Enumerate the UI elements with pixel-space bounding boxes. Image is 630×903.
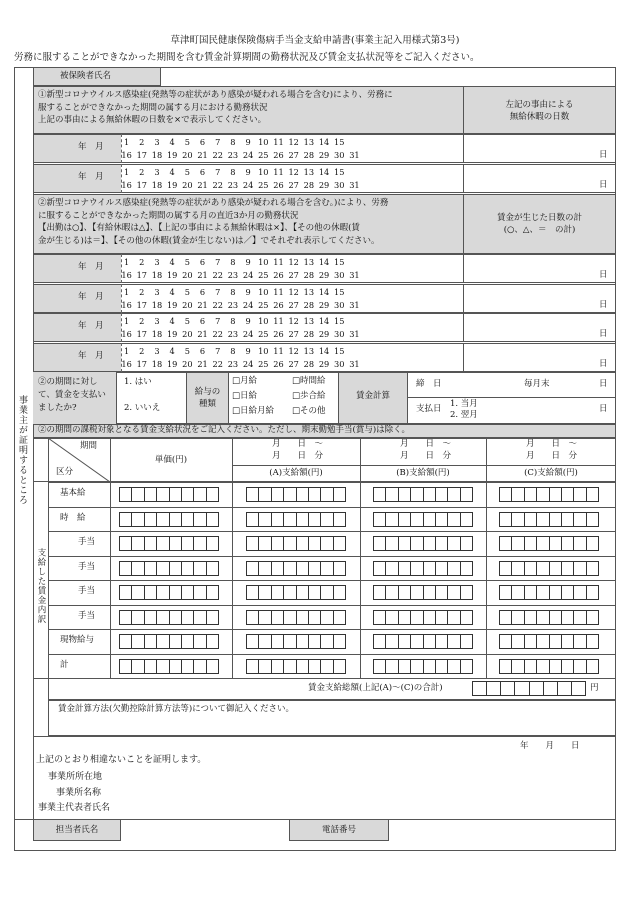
day-number[interactable]: 26 (273, 358, 284, 369)
day-number[interactable]: 10 (258, 286, 269, 297)
day-number[interactable]: 11 (273, 137, 284, 147)
day-number[interactable]: 16 (121, 299, 132, 310)
day-number[interactable]: 21 (197, 358, 208, 369)
day-number[interactable]: 8 (230, 137, 236, 147)
day-number[interactable]: 19 (166, 150, 178, 160)
day-number[interactable]: 8 (230, 316, 236, 326)
day-number[interactable]: 7 (215, 167, 221, 177)
person-in-charge-label: 担当者氏名 (55, 825, 99, 835)
day-number[interactable]: 5 (184, 257, 190, 267)
day-number[interactable]: 14 (318, 137, 330, 147)
day-number[interactable]: 3 (154, 316, 160, 326)
day-number[interactable]: 18 (151, 150, 163, 160)
sec2-row2-year-month-label: 年 月 (78, 291, 104, 302)
day-number[interactable]: 27 (288, 180, 299, 190)
day-number[interactable]: 4 (169, 137, 175, 147)
day-number[interactable]: 1 (123, 137, 130, 147)
yen-unit: 円 (590, 683, 599, 693)
day-number[interactable]: 3 (154, 257, 160, 267)
day-number[interactable]: 4 (169, 257, 175, 267)
pay-type-hourly[interactable]: □時間給 (292, 376, 326, 386)
sec2-row1-days[interactable] (119, 256, 362, 282)
day-number[interactable]: 16 (121, 358, 132, 369)
day-number[interactable]: 4 (169, 345, 175, 356)
amount-c-cells[interactable] (499, 512, 599, 527)
wage-row-label: 手当 (78, 610, 96, 621)
day-number[interactable]: 15 (334, 316, 345, 326)
sec1-text: ①新型コロナウイルス感染症(発熱等の症状があり感染が疑われる場合を含む)により、労務に 服することができなかった期間の属する月における勤務状況 上記の事由による無給休暇の日数を×で表示してください。 (38, 90, 393, 125)
sec2-row2-count-field[interactable] (464, 284, 594, 313)
day-number[interactable]: 15 (334, 286, 345, 297)
office-address-label: 事業所所在地 (48, 772, 103, 782)
day-number[interactable]: 27 (288, 270, 299, 280)
day-number[interactable]: 19 (166, 299, 178, 310)
amount-c-cells[interactable] (499, 610, 599, 625)
pay-type-daily-monthly[interactable]: □日給月給 (232, 406, 275, 416)
day-number[interactable]: 23 (227, 180, 239, 190)
amount-b-cells[interactable] (373, 634, 473, 649)
day-number[interactable]: 22 (212, 358, 223, 369)
insured-name-label: 被保険者氏名 (60, 71, 112, 81)
phone-field[interactable] (389, 819, 616, 841)
day-number[interactable]: 4 (169, 167, 175, 177)
yes-option[interactable]: 1. はい (124, 377, 152, 387)
day-number[interactable]: 13 (303, 286, 315, 297)
day-number[interactable]: 7 (215, 137, 221, 147)
unit-price-cells[interactable] (119, 610, 219, 625)
amount-a-cells[interactable] (246, 610, 346, 625)
day-number[interactable]: 1 (123, 316, 130, 326)
day-number[interactable]: 17 (136, 329, 147, 339)
day-number[interactable]: 23 (227, 299, 239, 310)
sec2-row4-days[interactable] (119, 345, 362, 371)
day-number[interactable]: 5 (184, 286, 190, 297)
day-number[interactable]: 19 (166, 329, 178, 339)
no-option[interactable]: 2. いいえ (124, 403, 161, 413)
day-number[interactable]: 10 (258, 345, 269, 356)
day-number[interactable]: 5 (184, 345, 190, 356)
day-number[interactable]: 9 (245, 316, 251, 326)
sec2-text: ②新型コロナウイルス感染症(発熱等の症状があり感染が疑われる場合を含む。)により、労務 に服することができなかった期間の属する月の直近3か月の勤務状況 【出勤は○】、【有給休暇は△】、【上記の事由による無給休暇は×】、【その他の休暇(賃 金が生じる)は＝】、【その他の休暇(賃金が生じない)は／】でそれぞれ表示してください。 (38, 198, 389, 246)
day-number[interactable]: 21 (197, 329, 208, 339)
day-number[interactable]: 18 (151, 180, 163, 190)
wage-row-label: 現物給与 (60, 635, 95, 645)
day-number[interactable]: 13 (303, 167, 315, 177)
period-a-from[interactable]: 月 日 ～ (272, 439, 324, 449)
day-number[interactable]: 18 (151, 299, 163, 310)
wage-row-label: 基本給 (60, 488, 86, 498)
day-number[interactable]: 27 (288, 329, 299, 339)
sec2-right-header: 賃金が生じた日数の計 (○、△、＝ の計) (496, 213, 582, 235)
day-number[interactable]: 24 (242, 358, 254, 369)
day-number[interactable]: 21 (197, 150, 208, 160)
amount-c-cells[interactable] (499, 659, 599, 674)
day-number[interactable]: 22 (212, 299, 223, 310)
day-number[interactable]: 28 (303, 358, 315, 369)
sec2-row3-count-field[interactable] (464, 313, 594, 342)
day-number[interactable]: 25 (258, 299, 269, 310)
day-number[interactable]: 31 (349, 270, 360, 280)
day-number[interactable]: 9 (245, 345, 251, 356)
pay-type-daily[interactable]: □日給 (232, 391, 258, 401)
amount-c-cells[interactable] (499, 585, 599, 600)
day-number[interactable]: 28 (303, 299, 315, 310)
certify-text: 上記のとおり相違ないことを証明します。 (36, 755, 207, 765)
period-b-to[interactable]: 月 日 分 (400, 451, 452, 461)
day-number[interactable]: 19 (166, 180, 178, 190)
sec1-row2-count-field[interactable] (464, 164, 594, 193)
day-number[interactable]: 13 (303, 257, 315, 267)
day-number[interactable]: 29 (318, 150, 330, 160)
pay-type-monthly[interactable]: □月給 (232, 376, 258, 386)
period-c-to[interactable]: 月 日 分 (526, 451, 578, 461)
day-number[interactable]: 25 (258, 180, 269, 190)
day-number[interactable]: 22 (212, 150, 223, 160)
day-number[interactable]: 10 (258, 137, 269, 147)
day-number[interactable]: 20 (182, 299, 193, 310)
unit-price-cells[interactable] (119, 512, 219, 527)
day-number[interactable]: 11 (273, 257, 284, 267)
day-number[interactable]: 30 (334, 270, 345, 280)
pay-type-other[interactable]: □その他 (292, 406, 326, 416)
day-number[interactable]: 25 (258, 150, 269, 160)
wage-row-label: 手当 (78, 586, 96, 596)
day-number[interactable]: 22 (212, 180, 223, 190)
day-number[interactable]: 1 (123, 345, 130, 356)
day-number[interactable]: 10 (258, 257, 269, 267)
day-number[interactable]: 3 (154, 286, 160, 297)
day-number[interactable]: 7 (215, 286, 221, 297)
day-number[interactable]: 26 (273, 329, 284, 339)
pay-question: ②の期間に対し て、賃金を支払い ましたか? (38, 377, 106, 413)
day-number[interactable]: 4 (169, 286, 175, 297)
day-number[interactable]: 29 (318, 299, 330, 310)
day-number[interactable]: 6 (199, 257, 206, 267)
day-number[interactable]: 8 (230, 345, 236, 356)
col-c-header: (C)支給額(円) (524, 468, 578, 478)
day-number[interactable]: 12 (288, 286, 299, 297)
amount-a-cells[interactable] (246, 659, 346, 674)
day-number[interactable]: 31 (349, 180, 360, 190)
day-number[interactable]: 31 (349, 299, 360, 310)
day-number[interactable]: 15 (334, 167, 345, 177)
day-number[interactable]: 17 (136, 270, 147, 280)
period-b-from[interactable]: 月 日 ～ (400, 439, 452, 449)
day-number[interactable]: 30 (334, 358, 345, 369)
day-number[interactable]: 22 (212, 329, 223, 339)
day-number[interactable]: 24 (242, 299, 254, 310)
day-number[interactable]: 27 (288, 150, 299, 160)
day-number[interactable]: 9 (245, 286, 251, 297)
wage-row-label: 計 (60, 659, 69, 670)
day-number[interactable]: 24 (242, 270, 254, 280)
unit-price-cells[interactable] (119, 585, 219, 600)
period-c-from[interactable]: 月 日 ～ (526, 439, 578, 449)
day-number[interactable]: 3 (154, 345, 160, 356)
calc-method-label: 賃金計算方法(欠勤控除計算方法等)について御記入ください。 (58, 704, 294, 714)
day-number[interactable]: 12 (288, 167, 299, 177)
amount-c-cells[interactable] (499, 487, 599, 502)
day-number[interactable]: 18 (151, 358, 163, 369)
day-number[interactable]: 2 (139, 167, 145, 177)
pay-type-commission[interactable]: □歩合給 (292, 391, 326, 401)
day-number[interactable]: 15 (334, 137, 345, 147)
day-number[interactable]: 25 (258, 270, 269, 280)
pay-day-options[interactable]: 1. 当月 2. 翌月 (450, 399, 478, 420)
day-number[interactable]: 20 (182, 270, 193, 280)
day-number[interactable]: 6 (199, 345, 206, 356)
day-number[interactable]: 16 (121, 150, 132, 160)
day-number[interactable]: 29 (318, 270, 330, 280)
paid-wage-breakdown-label: 支給した賃金内訳 (36, 548, 46, 624)
day-number[interactable]: 12 (288, 137, 299, 147)
wage-row-label: 時 給 (60, 512, 86, 523)
day-number[interactable]: 8 (230, 257, 236, 267)
sec2-row2-days[interactable] (119, 286, 362, 312)
amount-a-cells[interactable] (246, 585, 346, 600)
day-number[interactable]: 11 (273, 167, 284, 177)
day-number[interactable]: 23 (227, 358, 239, 369)
wage-row-label: 手当 (78, 561, 96, 572)
day-number[interactable]: 30 (334, 299, 345, 310)
day-number[interactable]: 30 (334, 329, 345, 339)
unit-price-cells[interactable] (119, 561, 219, 576)
day-number[interactable]: 2 (139, 316, 145, 326)
document-subtitle: 労務に服することができなかった期間を含む賃金計算期間の勤務状況及び賃金支払状況等をご記入ください。 (14, 52, 480, 63)
day-number[interactable]: 16 (121, 329, 132, 339)
day-number[interactable]: 11 (273, 316, 284, 326)
unit-price-cells[interactable] (119, 634, 219, 649)
date-field[interactable]: 年 月 日 (520, 741, 580, 751)
day-number[interactable]: 28 (303, 180, 315, 190)
day-number[interactable]: 2 (139, 286, 145, 297)
amount-b-cells[interactable] (373, 561, 473, 576)
day-number[interactable]: 21 (197, 180, 208, 190)
day-number[interactable]: 21 (197, 270, 208, 280)
day-number[interactable]: 6 (199, 137, 206, 147)
amount-b-cells[interactable] (373, 512, 473, 527)
day-number[interactable]: 30 (334, 180, 345, 190)
day-number[interactable]: 23 (227, 329, 239, 339)
day-number[interactable]: 7 (215, 316, 221, 326)
day-number[interactable]: 18 (151, 329, 163, 339)
amount-b-cells[interactable] (373, 585, 473, 600)
day-number[interactable]: 12 (288, 257, 299, 267)
day-number[interactable]: 31 (349, 358, 360, 369)
sec1-right-header: 左記の事由による 無給休暇の日数 (505, 100, 574, 122)
day-number[interactable]: 27 (288, 358, 299, 369)
pay-day-label: 支払日 (416, 404, 442, 414)
day-number[interactable]: 1 (123, 257, 130, 267)
day-number[interactable]: 21 (197, 299, 208, 310)
day-number[interactable]: 20 (182, 180, 193, 190)
wage-row-label: 手当 (78, 537, 96, 547)
unit-price-cells[interactable] (119, 487, 219, 502)
day-number[interactable]: 2 (139, 345, 145, 356)
day-number[interactable]: 26 (273, 180, 284, 190)
day-number[interactable]: 3 (154, 167, 160, 177)
total-amount-cells[interactable] (472, 681, 586, 696)
day-number[interactable]: 2 (139, 257, 145, 267)
day-number[interactable]: 28 (303, 270, 315, 280)
day-number[interactable]: 6 (199, 167, 206, 177)
day-number[interactable]: 14 (318, 316, 330, 326)
day-number[interactable]: 13 (303, 316, 315, 326)
category-label: 区分 (56, 467, 74, 477)
day-number[interactable]: 12 (288, 345, 299, 356)
amount-a-cells[interactable] (246, 487, 346, 502)
document-title: 草津町国民健康保険傷病手当金支給申請書(事業主記入用様式第3号) (170, 35, 460, 46)
day-number[interactable]: 5 (184, 316, 190, 326)
day-number[interactable]: 29 (318, 329, 330, 339)
day-number[interactable]: 18 (151, 270, 163, 280)
amount-a-cells[interactable] (246, 634, 346, 649)
day-number[interactable]: 24 (242, 180, 254, 190)
day-number[interactable]: 19 (166, 270, 178, 280)
day-number[interactable]: 14 (318, 286, 330, 297)
sec1-row1-count-field[interactable] (464, 134, 594, 163)
amount-b-cells[interactable] (373, 487, 473, 502)
amount-a-cells[interactable] (246, 512, 346, 527)
day-number[interactable]: 17 (136, 150, 147, 160)
day-number[interactable]: 26 (273, 270, 284, 280)
day-number[interactable]: 23 (227, 270, 239, 280)
day-number[interactable]: 5 (184, 137, 190, 147)
sec2-row3-days[interactable] (119, 315, 362, 341)
office-name-label: 事業所名称 (56, 788, 102, 798)
insured-name-field[interactable] (161, 67, 616, 86)
day-number[interactable]: 5 (184, 167, 190, 177)
day-number[interactable]: 25 (258, 329, 269, 339)
day-number[interactable]: 13 (303, 345, 315, 356)
sec2-row4-count-field[interactable] (464, 343, 594, 372)
day-number[interactable]: 22 (212, 270, 223, 280)
day-number[interactable]: 1 (123, 167, 130, 177)
sec2-row3-year-month-label: 年 月 (78, 321, 104, 331)
sec1-row1-days[interactable] (119, 136, 362, 162)
sec2-row4-year-month-label: 年 月 (78, 350, 104, 361)
sec1-row1-year-month-label: 年 月 (78, 142, 104, 152)
day-number[interactable]: 14 (318, 167, 330, 177)
day-number[interactable]: 8 (230, 167, 236, 177)
col-a-header: (A)支給額(円) (269, 468, 323, 478)
amount-b-cells[interactable] (373, 536, 473, 551)
sec1-row2-year-month-label: 年 月 (78, 172, 104, 182)
day-number[interactable]: 13 (303, 137, 315, 147)
amount-c-cells[interactable] (499, 561, 599, 576)
sec2-row1-count-field[interactable] (464, 254, 594, 283)
day-number[interactable]: 10 (258, 316, 269, 326)
day-number[interactable]: 29 (318, 180, 330, 190)
amount-b-cells[interactable] (373, 610, 473, 625)
day-number[interactable]: 24 (242, 329, 254, 339)
closing-day-value: 毎月末 (524, 379, 550, 389)
day-number[interactable]: 10 (258, 167, 269, 177)
amount-b-cells[interactable] (373, 659, 473, 674)
day-number[interactable]: 11 (273, 286, 284, 297)
day-number[interactable]: 11 (273, 345, 284, 356)
person-in-charge-field[interactable] (121, 819, 289, 841)
day-number[interactable]: 27 (288, 299, 299, 310)
period-a-to[interactable]: 月 日 分 (272, 451, 324, 461)
day-number[interactable]: 14 (318, 257, 330, 267)
wage-calc-label: 賃金計算 (355, 391, 390, 401)
day-number[interactable]: 16 (121, 180, 132, 190)
day-number[interactable]: 12 (288, 316, 299, 326)
period-label: 期間 (80, 441, 98, 451)
day-number[interactable]: 14 (318, 345, 330, 356)
total-label: 賃金支給総額(上記(A)～(C)の合計) (308, 683, 443, 693)
day-number[interactable]: 7 (215, 257, 221, 267)
day-number[interactable]: 8 (230, 286, 236, 297)
pay-type-label: 給与の 種類 (194, 387, 221, 409)
sec1-row2-days[interactable] (119, 166, 362, 192)
day-number[interactable]: 28 (303, 329, 315, 339)
day-number[interactable]: 9 (245, 137, 251, 147)
day-number[interactable]: 28 (303, 150, 315, 160)
unit-price-cells[interactable] (119, 536, 219, 551)
day-number[interactable]: 17 (136, 180, 147, 190)
side-label: 事業主が証明するところ (17, 395, 27, 505)
day-number[interactable]: 29 (318, 358, 330, 369)
amount-a-cells[interactable] (246, 536, 346, 551)
day-number[interactable]: 24 (242, 150, 254, 160)
day-number[interactable]: 31 (349, 329, 360, 339)
day-number[interactable]: 17 (136, 358, 147, 369)
day-number[interactable]: 26 (273, 299, 284, 310)
amount-c-cells[interactable] (499, 536, 599, 551)
closing-day-label: 締 日 (416, 379, 442, 389)
unit-price-label: 単価(円) (154, 455, 188, 465)
owner-name-label: 事業主代表者氏名 (38, 803, 111, 813)
amount-a-cells[interactable] (246, 561, 346, 576)
day-number[interactable]: 25 (258, 358, 269, 369)
sec3-text: ②の期間の課税対象となる賃金支給状況をご記入ください。ただし、期末勤勉手当(賞与)は除く。 (38, 425, 410, 435)
unit-price-cells[interactable] (119, 659, 219, 674)
day-number[interactable]: 20 (182, 329, 193, 339)
day-number[interactable]: 15 (334, 257, 345, 267)
day-number[interactable]: 4 (169, 316, 175, 326)
day-number[interactable]: 3 (154, 137, 160, 147)
day-number[interactable]: 15 (334, 345, 345, 356)
day-number[interactable]: 7 (215, 345, 221, 356)
day-number[interactable]: 6 (199, 316, 206, 326)
sec2-row1-year-month-label: 年 月 (78, 262, 104, 272)
day-number[interactable]: 20 (182, 150, 193, 160)
col-b-header: (B)支給額(円) (396, 468, 450, 478)
day-number[interactable]: 30 (334, 150, 345, 160)
day-number[interactable]: 31 (349, 150, 360, 160)
phone-label: 電話番号 (321, 825, 356, 835)
day-number[interactable]: 16 (121, 270, 132, 280)
amount-c-cells[interactable] (499, 634, 599, 649)
day-number[interactable]: 2 (139, 137, 145, 147)
day-number[interactable]: 9 (245, 257, 251, 267)
day-number[interactable]: 6 (199, 286, 206, 297)
day-number[interactable]: 17 (136, 299, 147, 310)
day-number[interactable]: 23 (227, 150, 239, 160)
day-number[interactable]: 1 (123, 286, 130, 297)
day-number[interactable]: 9 (245, 167, 251, 177)
day-number[interactable]: 19 (166, 358, 178, 369)
day-number[interactable]: 20 (182, 358, 193, 369)
day-number[interactable]: 26 (273, 150, 284, 160)
